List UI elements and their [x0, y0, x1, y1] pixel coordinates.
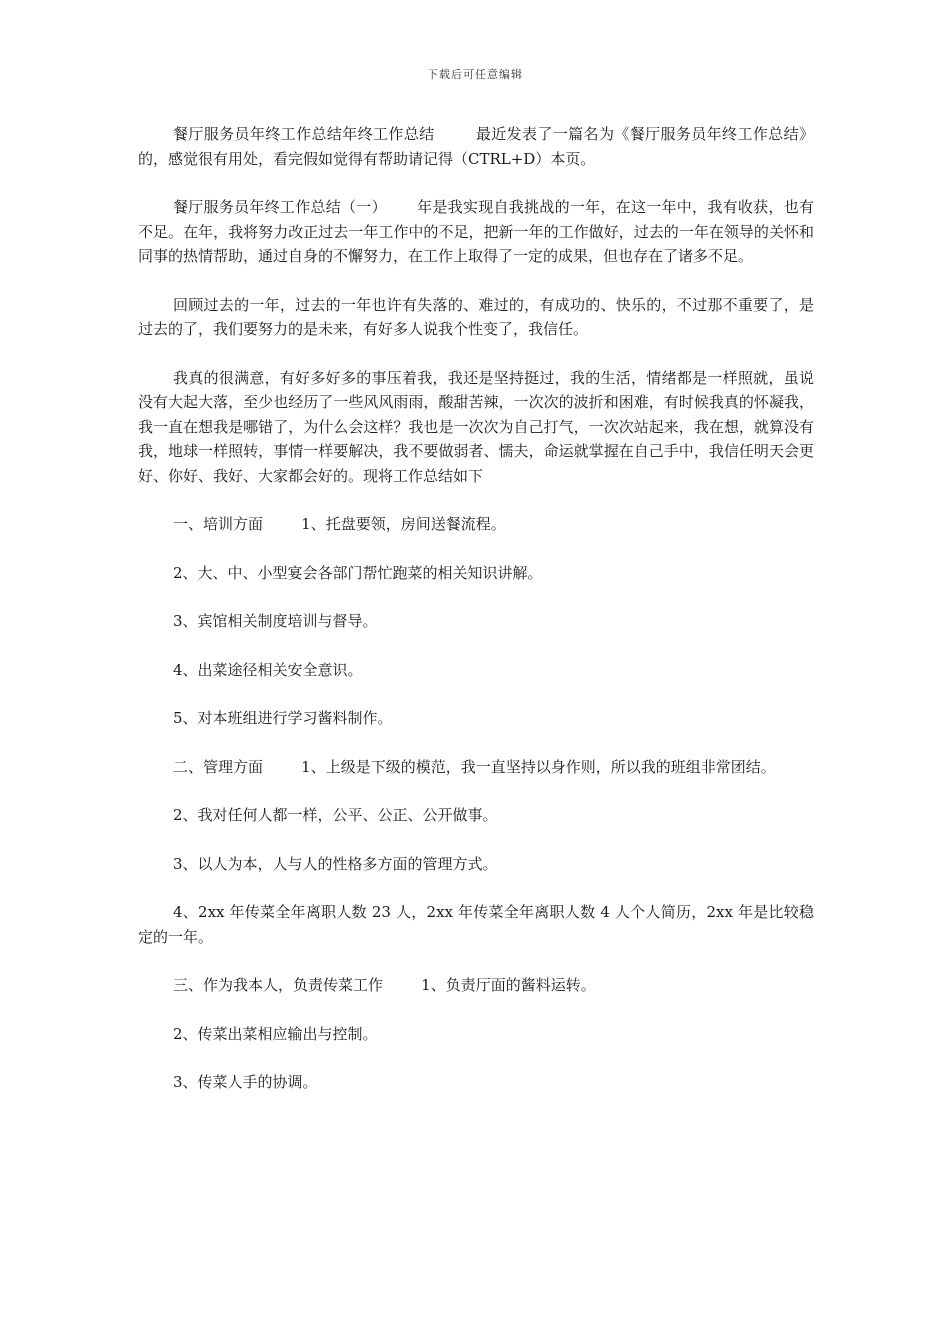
training-item-1: 一、培训方面 1、托盘要领，房间送餐流程。 — [173, 515, 506, 533]
personal-item-3: 3、传菜人手的协调。 — [173, 1073, 318, 1091]
management-item-2: 2、我对任何人都一样，公平、公正、公开做事。 — [173, 806, 498, 824]
reflection-paragraph: 我真的很满意，有好多好多的事压着我，我还是坚持挺过，我的生活，情绪都是一样照就，虽说没有大起大落，至少也经历了一些风风雨雨，酸甜苦辣，一次次的波折和困难，有时候我真的怀凝我，我一直在想我是哪错了，为什么会这样？我也是一次次为自己打气，一次次站起来，我在想，就算没有我，地球一样照转，事情一样要解决，我不要做弱者、懦夫，命运就掌握在自己手中，我信任明天会更好、你好、我好、大家都会好的。现将工作总结如下 — [138, 368, 814, 485]
training-item-5: 5、对本班组进行学习酱料制作。 — [173, 709, 393, 727]
training-item-4: 4、出菜途径相关安全意识。 — [173, 660, 363, 679]
training-item-2: 2、大、中、小型宴会各部门帮忙跑菜的相关知识讲解。 — [173, 563, 543, 582]
management-item-3: 3、以人为本，人与人的性格多方面的管理方式。 — [173, 854, 498, 873]
personal-item-2: 2、传菜出菜相应输出与控制。 — [173, 1024, 378, 1043]
management-item-4: 4、2xx 年传菜全年离职人数 23 人，2xx 年传菜全年离职人数 4 人个人简历，2xx 年是比较稳定的一年。 — [138, 903, 814, 946]
management-item-1: 二、管理方面 1、上级是下级的模范，我一直坚持以身作则，所以我的班组非常团结。 — [173, 757, 776, 776]
intro-paragraph: 餐厅服务员年终工作总结年终工作总结 最近发表了一篇名为《餐厅服务员年终工作总结》的，感觉很有用处，看完假如觉得有帮助请记得（CTRL+D）本页。 — [138, 125, 814, 168]
page-header-note: 下载后可任意编辑 — [427, 68, 523, 81]
personal-item-1: 三、作为我本人，负责传菜工作 1、负责厅面的酱料运转。 — [173, 976, 596, 994]
training-item-3: 3、宾馆相关制度培训与督导。 — [173, 612, 378, 630]
document-body — [138, 122, 814, 1119]
summary-one-paragraph: 餐厅服务员年终工作总结（一） 年是我实现自我挑战的一年，在这一年中，我有收获，也有不足。在年，我将努力改正过去一年工作中的不足，把新一年的工作做好，过去的一年在领导的关怀和同事的热情帮助，通过自身的不懈努力，在工作上取得了一定的成果，但也存在了诸多不足。 — [138, 198, 814, 265]
review-paragraph: 回顾过去的一年，过去的一年也许有失落的、难过的，有成功的、快乐的，不过那不重要了，是过去的了，我们要努力的是未来，有好多人说我个性变了，我信任。 — [138, 295, 814, 338]
